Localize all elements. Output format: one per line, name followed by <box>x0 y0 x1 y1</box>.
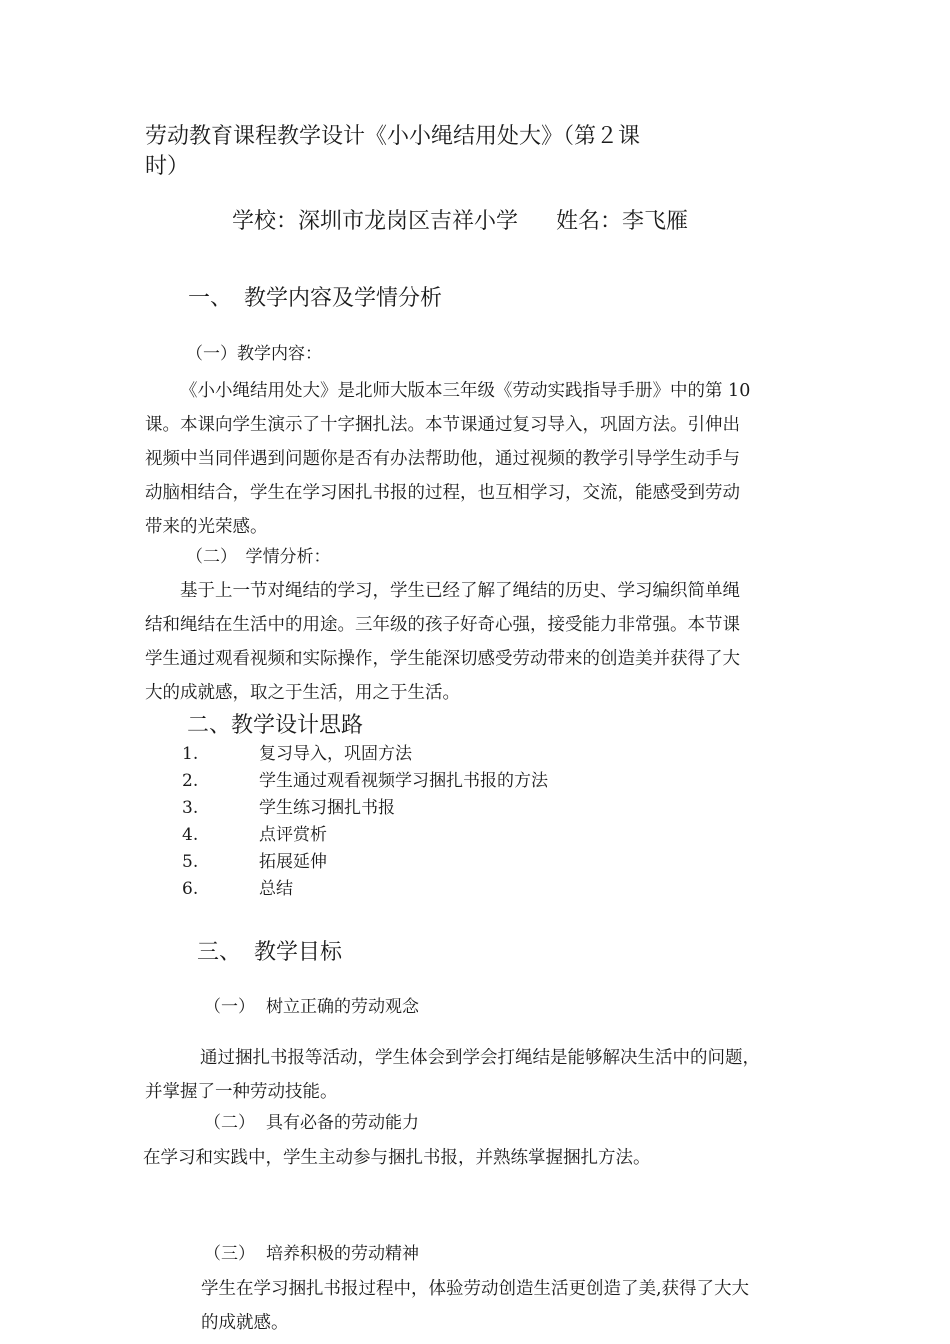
section1-sub1: （一）教学内容： <box>186 344 322 364</box>
list-item-number: 5. <box>182 852 199 872</box>
goal3-paragraph <box>201 1272 811 1340</box>
list-item-number: 3. <box>182 798 199 818</box>
section3-heading-text: 教学目标 <box>254 940 343 965</box>
paragraph-line: 带来的光荣感。 <box>145 517 268 537</box>
goal1-title: 树立正确的劳动观念 <box>266 997 419 1017</box>
list-item-number: 6. <box>182 879 199 899</box>
paragraph-line: 视频中当同伴遇到问题你是否有办法帮助他，通过视频的教学引导学生动手与 <box>145 449 740 469</box>
doc-title-line1: 劳动教育课程教学设计《小小绳结用处大》（第２课 <box>145 124 641 149</box>
list-item-text: 总结 <box>259 879 293 899</box>
list-item-number: 1. <box>182 744 199 764</box>
paragraph-line: 课。本课向学生演示了十字捆扎法。本节课通过复习导入，巩固方法。引伸出 <box>145 415 740 435</box>
school-name: 学校：深圳市龙岗区吉祥小学 <box>232 209 519 234</box>
paragraph-line: 的成就感。 <box>201 1313 289 1333</box>
list-item-text: 点评赏析 <box>259 825 327 845</box>
goal2-paragraph: 在学习和实践中，学生主动参与捆扎书报，并熟练掌握捆扎方法。 <box>143 1148 651 1168</box>
paragraph-line: 大的成就感，取之于生活，用之于生活。 <box>145 683 460 703</box>
section1-sub2: （二） 学情分析： <box>186 547 331 567</box>
paragraph-line: 学生在学习捆扎书报过程中，体验劳动创造生活更创造了美,获得了大大 <box>201 1279 750 1299</box>
list-item-text: 学生练习捆扎书报 <box>259 798 395 818</box>
section1-paragraph2 <box>145 574 805 710</box>
doc-title-line2: 时） <box>145 154 190 179</box>
goal3-number: （三） <box>204 1244 255 1264</box>
section3-heading-number: 三、 <box>197 940 242 965</box>
goal2-number: （二） <box>204 1113 255 1133</box>
section1-paragraph1 <box>145 374 805 544</box>
list-item-text: 拓展延伸 <box>259 852 327 872</box>
paragraph-line: 《小小绳结用处大》是北师大版本三年级《劳动实践指导手册》中的第 10 <box>180 381 751 401</box>
section1-heading-text: 教学内容及学情分析 <box>244 286 443 311</box>
paragraph-line: 动脑相结合，学生在学习困扎书报的过程，也互相学习，交流，能感受到劳动 <box>145 483 740 503</box>
goal1-number: （一） <box>204 997 255 1017</box>
goal3-title: 培养积极的劳动精神 <box>266 1244 419 1264</box>
paragraph-line: 并掌握了一种劳动技能。 <box>145 1082 338 1102</box>
author-name: 姓名：李飞雁 <box>556 209 689 234</box>
paragraph-line: 基于上一节对绳结的学习，学生已经了解了绳结的历史、学习编织简单绳 <box>180 581 740 601</box>
list-item-text: 学生通过观看视频学习捆扎书报的方法 <box>259 771 548 791</box>
list-item-text: 复习导入，巩固方法 <box>259 744 412 764</box>
goal2-title: 具有必备的劳动能力 <box>266 1113 419 1133</box>
paragraph-line: 通过捆扎书报等活动，学生体会到学会打绳结是能够解决生活中的问题， <box>200 1048 760 1068</box>
list-item-number: 2. <box>182 771 199 791</box>
paragraph-line: 学生通过观看视频和实际操作，学生能深切感受劳动带来的创造美并获得了大 <box>145 649 740 669</box>
goal1-paragraph <box>145 1041 805 1109</box>
section2-heading: 二、教学设计思路 <box>187 713 364 738</box>
section1-heading-number: 一、 <box>188 286 233 311</box>
paragraph-line: 结和绳结在生活中的用途。三年级的孩子好奇心强，接受能力非常强。本节课 <box>145 615 740 635</box>
list-item-number: 4. <box>182 825 199 845</box>
